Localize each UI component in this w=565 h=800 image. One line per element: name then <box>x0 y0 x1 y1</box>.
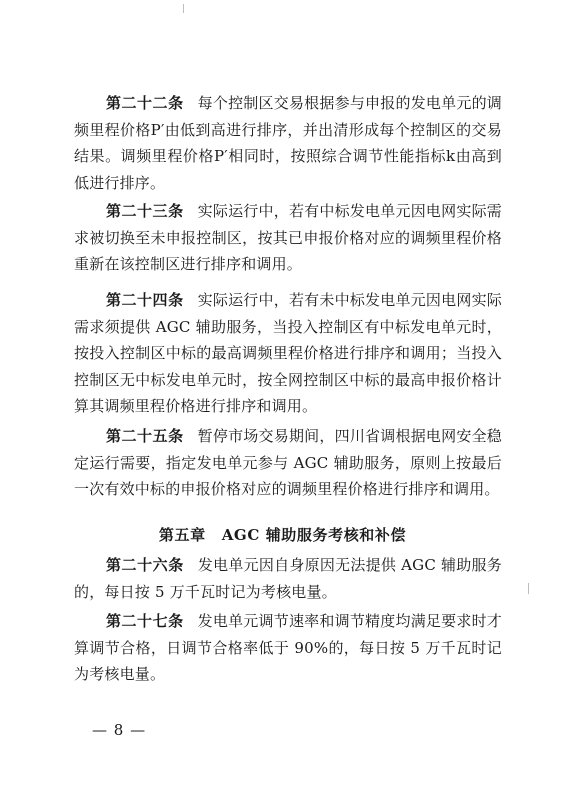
article-text: 实际运行中，若有中标发电单元因电网实际需求被切换至未申报控制区，按其已申报价格对应的调频里程价格重新在该控制区进行排序和调用。 <box>74 202 502 273</box>
article-22 <box>74 90 502 196</box>
chapter-heading <box>0 522 565 548</box>
article-26 <box>74 552 502 605</box>
article-text: 实际运行中，若有未中标发电单元因电网实际需求须提供 AGC 辅助服务，当投入控制区有中标发电单元时，按投入控制区中标的最高调频里程价格进行排序和调用；当投入控制区无中标发电单元时，按全网控制区中标的最高申报价格计算其调频里程价格进行排序和调用。 <box>74 291 502 415</box>
article-23 <box>74 198 502 278</box>
article-number: 第二十四条 <box>106 291 184 309</box>
article-text: 暂停市场交易期间，四川省调根据电网安全稳定运行需要，指定发电单元参与 AGC 辅助服务，原则上按最后一次有效中标的申报价格对应的调频里程价格进行排序和调用。 <box>74 427 502 498</box>
article-27 <box>74 608 502 688</box>
article-number: 第二十七条 <box>106 612 184 630</box>
chapter-title: AGC 辅助服务考核和补偿 <box>221 526 407 544</box>
article-25 <box>74 423 502 503</box>
article-24 <box>74 287 502 420</box>
article-text: 每个控制区交易根据参与申报的发电单元的调频里程价格P′由低到高进行排序，并出清形成每个控制区的交易结果。调频里程价格P′相同时，按照综合调节性能指标k由高到低进行排序。 <box>74 94 502 192</box>
article-number: 第二十五条 <box>106 427 184 445</box>
article-text: 发电单元因自身原因无法提供 AGC 辅助服务的，每日按 5 万千瓦时记为考核电量。 <box>74 556 502 601</box>
scan-mark <box>183 4 184 13</box>
page-number: — 8 — <box>92 721 147 739</box>
scan-mark <box>528 583 529 594</box>
article-text: 发电单元调节速率和调节精度均满足要求时才算调节合格，日调节合格率低于 90%的，每日按 5 万千瓦时记为考核电量。 <box>74 612 502 683</box>
article-number: 第二十二条 <box>106 94 184 112</box>
chapter-number: 第五章 <box>158 526 206 544</box>
article-number: 第二十六条 <box>106 556 184 574</box>
article-number: 第二十三条 <box>106 202 184 220</box>
